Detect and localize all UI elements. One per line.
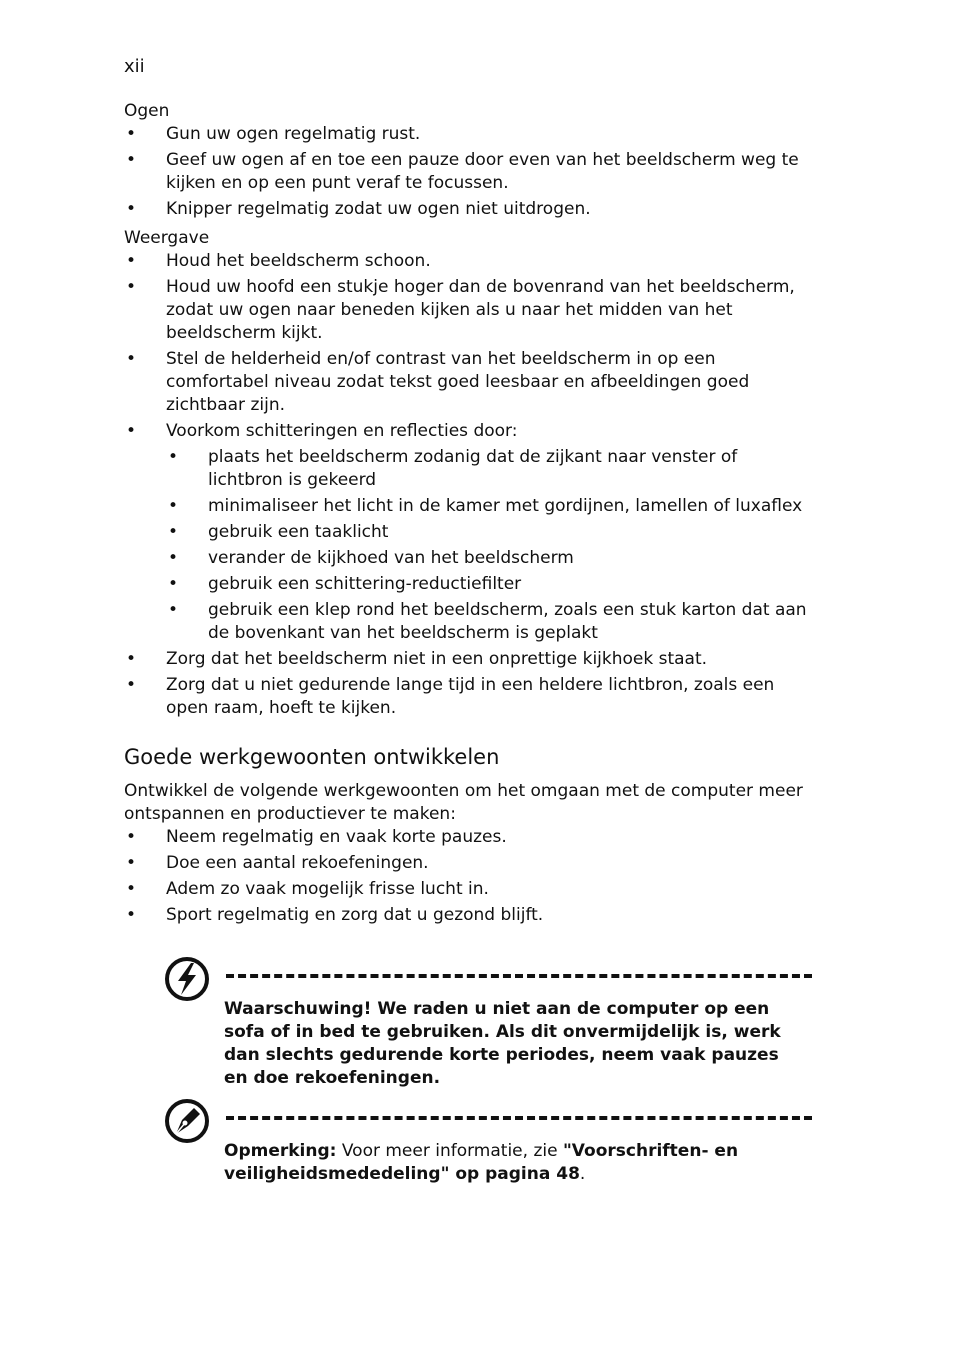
list-item: • Sport regelmatig en zorg dat u gezond blijft.: [126, 905, 544, 925]
note-box: [164, 1098, 812, 1198]
note-label: Opmerking:: [224, 1141, 337, 1161]
sub-list-item: • gebruik een schittering-reductiefilter: [168, 574, 522, 594]
dashed-divider: [226, 1116, 812, 1120]
section-heading: Goede werkgewoonten ontwikkelen: [124, 745, 500, 769]
sub-list-item: • gebruik een taaklicht: [168, 522, 389, 542]
page-number: xii: [124, 56, 145, 77]
sub-list-item: • gebruik een klep rond het beeldscherm, zoals een stuk karton dat aan de bovenkant van het beeldscherm is geplakt: [168, 600, 807, 643]
habits-list: [124, 826, 814, 927]
note-reference-link[interactable]: "Voorschriften- en veiligheidsmededeling" op pagina 48: [224, 1141, 739, 1184]
list-item: • Geef uw ogen af en toe een pauze door even van het beeldscherm weg te kijken en op een punt veraf te focussen.: [126, 150, 799, 193]
glare-sublist: [166, 446, 814, 645]
note-body: Voor meer informatie, zie: [336, 1141, 563, 1161]
note-pen-icon: [164, 1098, 210, 1144]
list-item: • Gun uw ogen regelmatig rust.: [126, 124, 421, 144]
habits-intro: Ontwikkel de volgende werkgewoonten om het omgaan met de computer meer ontspannen en productiever te maken:: [124, 781, 803, 824]
note-text: Opmerking: Voor meer informatie, zie "Voorschriften- en veiligheidsmededeling" op pagina 48.: [224, 1141, 739, 1184]
list-item: • Adem zo vaak mogelijk frisse lucht in.: [126, 879, 489, 899]
display-list: [124, 250, 814, 720]
dashed-divider: [226, 974, 812, 978]
list-item: • Neem regelmatig en vaak korte pauzes.: [126, 827, 507, 847]
eyes-list: [124, 123, 814, 221]
list-item: • Knipper regelmatig zodat uw ogen niet uitdrogen.: [126, 199, 591, 219]
eyes-section-label: Ogen: [124, 101, 170, 121]
warning-text: Waarschuwing! We raden u niet aan de computer op een sofa of in bed te gebruiken. Als dit onvermijdelijk is, werk dan slechts gedurende korte periodes, neem vaak pauzes en doe rekoefeningen.: [224, 999, 781, 1088]
list-item: • Zorg dat u niet gedurende lange tijd in een heldere lichtbron, zoals een open raam, hoeft te kijken.: [126, 675, 775, 718]
warning-lightning-icon: [164, 956, 210, 1002]
display-section-label: Weergave: [124, 228, 210, 248]
list-item: • Zorg dat het beeldscherm niet in een onprettige kijkhoek staat.: [126, 649, 708, 669]
list-item: • Houd uw hoofd een stukje hoger dan de bovenrand van het beeldscherm, zodat uw ogen naar beneden kijken als u naar het midden van het beeldscherm kijkt.: [126, 277, 795, 343]
page-content: [124, 56, 814, 933]
list-item: • Voorkom schitteringen en reflecties door: • plaats het beeldscherm zodanig dat de zijkant naar venster of lichtbron is gekeerd • minimaliseer het licht in de kamer met gordijnen, lamellen of luxaflex • gebruik een taaklicht • verander de kijkhoed van het beeldscherm • gebruik een schittering-reductiefilter • gebruik een klep rond het beeldscherm, zoals een stuk karton dat aan de bovenkant van het beeldscherm is geplakt: [124, 420, 814, 645]
sub-list-item: • plaats het beeldscherm zodanig dat de zijkant naar venster of lichtbron is gekeerd: [168, 447, 738, 490]
list-item: • Doe een aantal rekoefeningen.: [126, 853, 429, 873]
list-item: • Stel de helderheid en/of contrast van het beeldscherm in op een comfortabel niveau zodat tekst goed leesbaar en afbeeldingen goed zichtbaar zijn.: [126, 349, 750, 415]
list-item: • Houd het beeldscherm schoon.: [126, 251, 431, 271]
warning-box: [164, 956, 812, 1096]
sub-list-item: • minimaliseer het licht in de kamer met gordijnen, lamellen of luxaflex: [168, 496, 803, 516]
sub-list-item: • verander de kijkhoed van het beeldscherm: [168, 548, 574, 568]
